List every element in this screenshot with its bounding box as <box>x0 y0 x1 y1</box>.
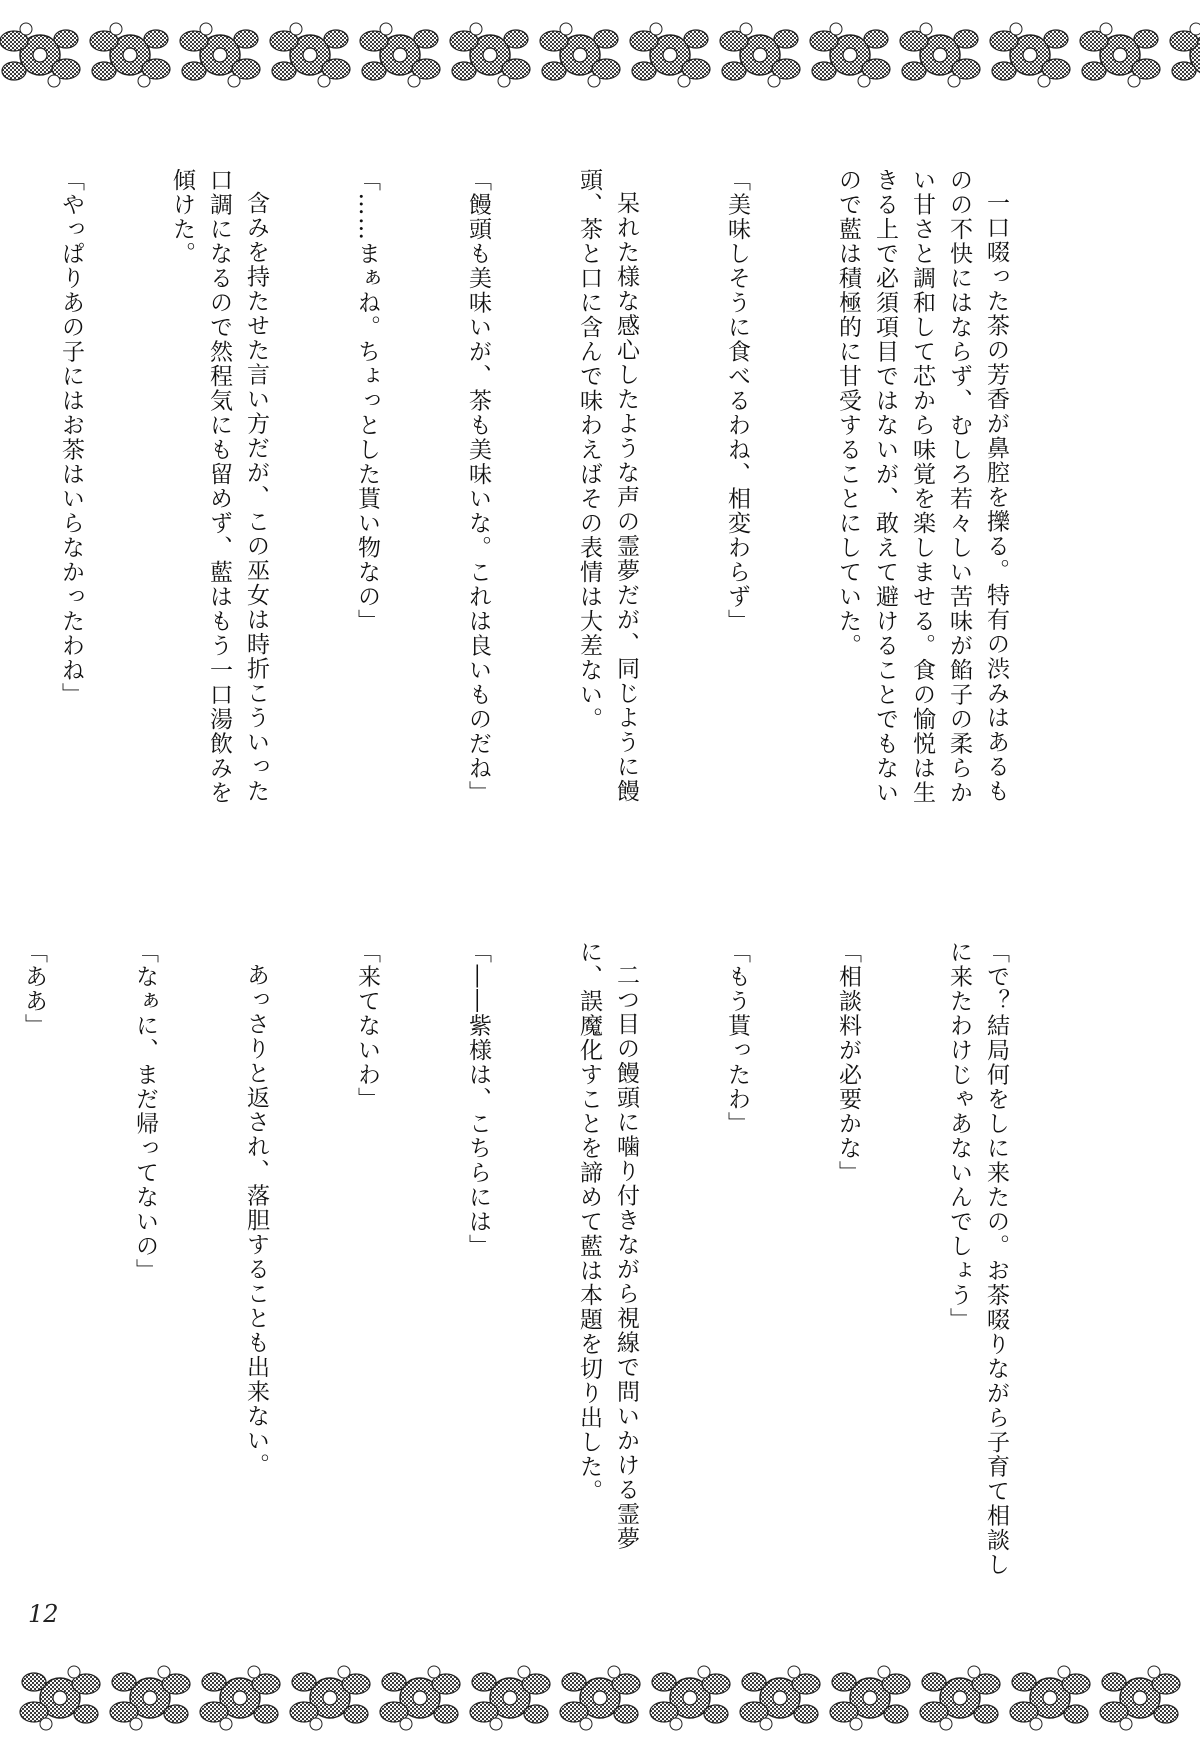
paragraph: あっさりと返され、落胆することも出来ない。 <box>243 963 269 1478</box>
top-lace-border <box>0 0 1200 110</box>
dialogue-line: 「美味しそうに食べるわね、相変わらず」 <box>724 168 750 634</box>
dialogue-line: 「で？結局何をしに来たの。お茶啜りながら子育て相談しに来たわけじゃあないんでしょう」 <box>946 940 1009 1577</box>
paragraph: 含みを持たせた言い方だが、この巫女は時折こういった口調になるので然程気にも留めず、藍はもう一口湯飲みを傾けた。 <box>169 168 269 805</box>
paragraph: 呆れた様な感心したような声の霊夢だが、同じように饅頭、茶と口に含んで味わえばその表情は大差ない。 <box>576 168 639 804</box>
page-number: 12 <box>28 1600 59 1628</box>
dialogue-line: 「来てないわ」 <box>354 940 380 1112</box>
lace-pattern-icon <box>0 1640 1200 1750</box>
upper-text-block <box>58 168 1088 808</box>
paragraph: 一口啜った茶の芳香が鼻腔を擽る。特有の渋みはあるものの不快にはならず、むしろ若々しい苦味が餡子の柔らかい甘さと調和して芯から味覚を楽しませる。食の愉悦は生きる上で必須項目ではないが、敢えて避けることでもないので藍は積極的に甘受することにしていた。 <box>835 168 1009 805</box>
dialogue-line: 「――紫様は、こちらには」 <box>465 940 491 1259</box>
dialogue-line: 「饅頭も美味いが、茶も美味いな。これは良いものだね」 <box>465 168 491 805</box>
bottom-lace-border <box>0 1640 1200 1750</box>
dialogue-line: 「ああ」 <box>21 940 47 1038</box>
dialogue-line: 「相談料が必要かな」 <box>835 940 861 1185</box>
dialogue-line: 「……まぁね。ちょっとした貰い物なの」 <box>354 168 380 634</box>
dialogue-line: 「やっぱりあの子にはお茶はいらなかったわね」 <box>58 168 84 707</box>
lower-text-block <box>21 940 1088 1580</box>
paragraph: 二つ目の饅頭に噛り付きながら視線で問いかける霊夢に、誤魔化すことを諦めて藍は本題を切り出した。 <box>576 940 639 1551</box>
lace-pattern-icon <box>0 0 1200 110</box>
dialogue-line: 「なぁに、まだ帰ってないの」 <box>132 940 158 1283</box>
dialogue-line: 「もう貰ったわ」 <box>724 940 750 1136</box>
